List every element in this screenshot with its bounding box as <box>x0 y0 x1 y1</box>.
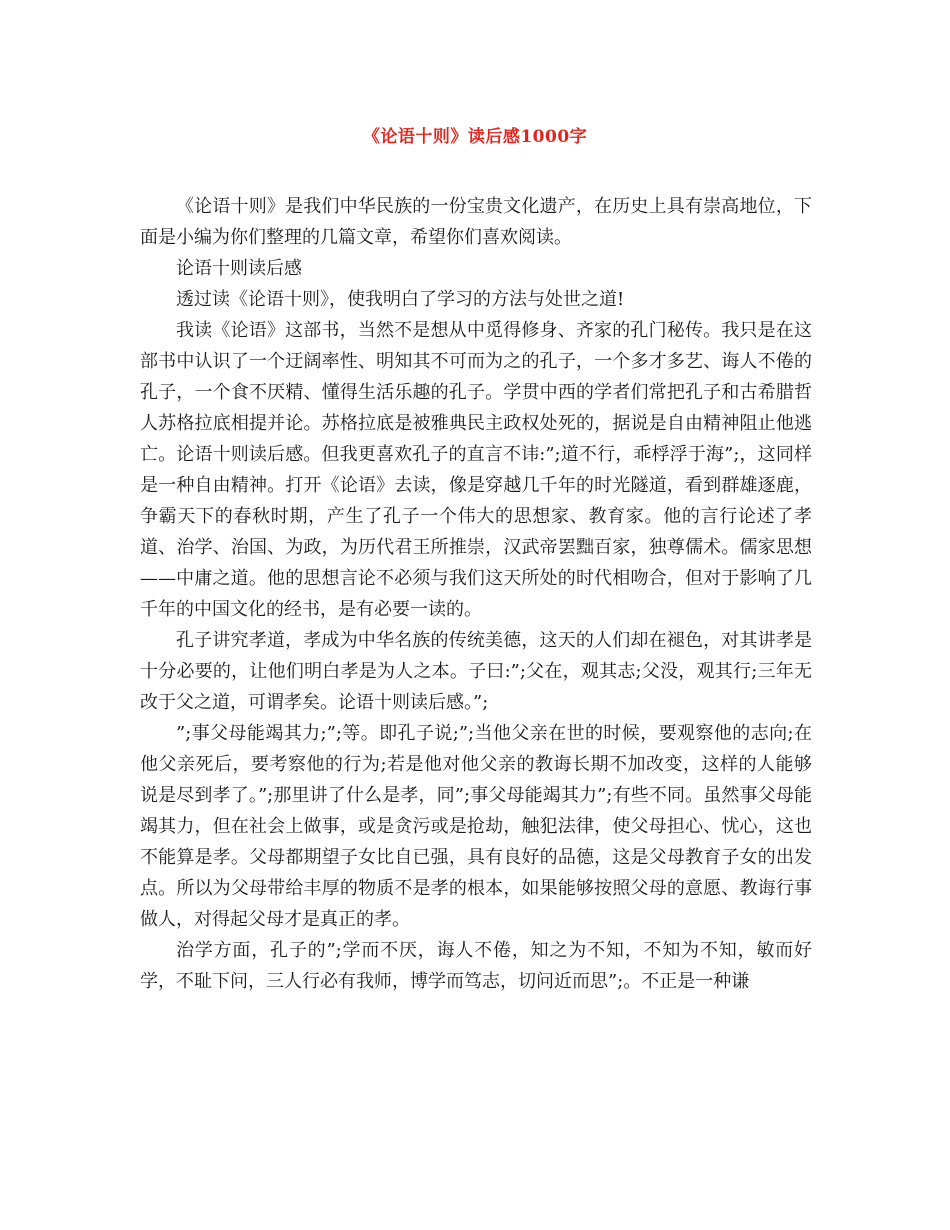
document-title: 《论语十则》读后感1000字 <box>362 127 588 147</box>
document-body <box>140 191 812 997</box>
paragraph-reading: 我读《论语》这部书，当然不是想从中觅得修身、齐家的孔门秘传。我只是在这部书中认识了一个迂阔率性、明知其不可而为之的孔子，一个多才多艺、诲人不倦的孔子，一个食不厌精、懂得生活乐趣的孔子。学贯中西的学者们常把孔子和古希腊哲人苏格拉底相提并论。苏格拉底是被雅典民主政权处死的，据说是自由精神阻止他逃亡。论语十则读后感。但我更喜欢孔子的直言不讳:”;道不行，乖桴浮于海”;，这同样是一种自由精神。打开《论语》去读，像是穿越几千年的时光隧道，看到群雄逐鹿，争霸天下的春秋时期，产生了孔子一个伟大的思想家、教育家。他的言行论述了孝道、治学、治国、为政，为历代君王所推崇，汉武帝罢黜百家，独尊儒术。儒家思想——中庸之道。他的思想言论不必须与我们这天所处的时代相吻合，但对于影响了几千年的中国文化的经书，是有必要一读的。 <box>140 320 812 620</box>
paragraph-serving-parents: ”;事父母能竭其力;”;等。即孔子说;”;当他父亲在世的时候，要观察他的志向;在他父亲死后，要考察他的行为;若是他对他父亲的教诲长期不加改变，这样的人能够说是尽到孝了。”;那里讲了什么是孝，同”;事父母能竭其力”;有些不同。虽然事父母能竭其力，但在社会上做事，或是贪污或是抢劫，触犯法律，使父母担心、忧心，这也不能算是孝。父母都期望子女比自已强，具有良好的品德，这是父母教育子女的出发点。所以为父母带给丰厚的物质不是孝的根本，如果能够按照父母的意愿、教诲行事做人，对得起父母才是真正的孝。 <box>140 723 812 930</box>
paragraph-learning: 治学方面，孔子的”;学而不厌，诲人不倦，知之为不知，不知为不知，敏而好学，不耻下问，三人行必有我师，博学而笃志，切问近而思”;。不正是一种谦 <box>140 940 812 992</box>
paragraph-heading: 论语十则读后感 <box>176 258 302 279</box>
paragraph-summary: 透过读《论语十则》，使我明白了学习的方法与处世之道! <box>176 289 625 310</box>
paragraph-intro: 《论语十则》是我们中华民族的一份宝贵文化遗产，在历史上具有崇高地位，下面是小编为你们整理的几篇文章，希望你们喜欢阅读。 <box>140 196 812 248</box>
paragraph-filial-piety: 孔子讲究孝道，孝成为中华名族的传统美德，这天的人们却在褪色，对其讲孝是十分必要的，让他们明白孝是为人之本。子曰:”;父在，观其志;父没，观其行;三年无改于父之道，可谓孝矣。论语十则读后感。”; <box>140 630 812 713</box>
